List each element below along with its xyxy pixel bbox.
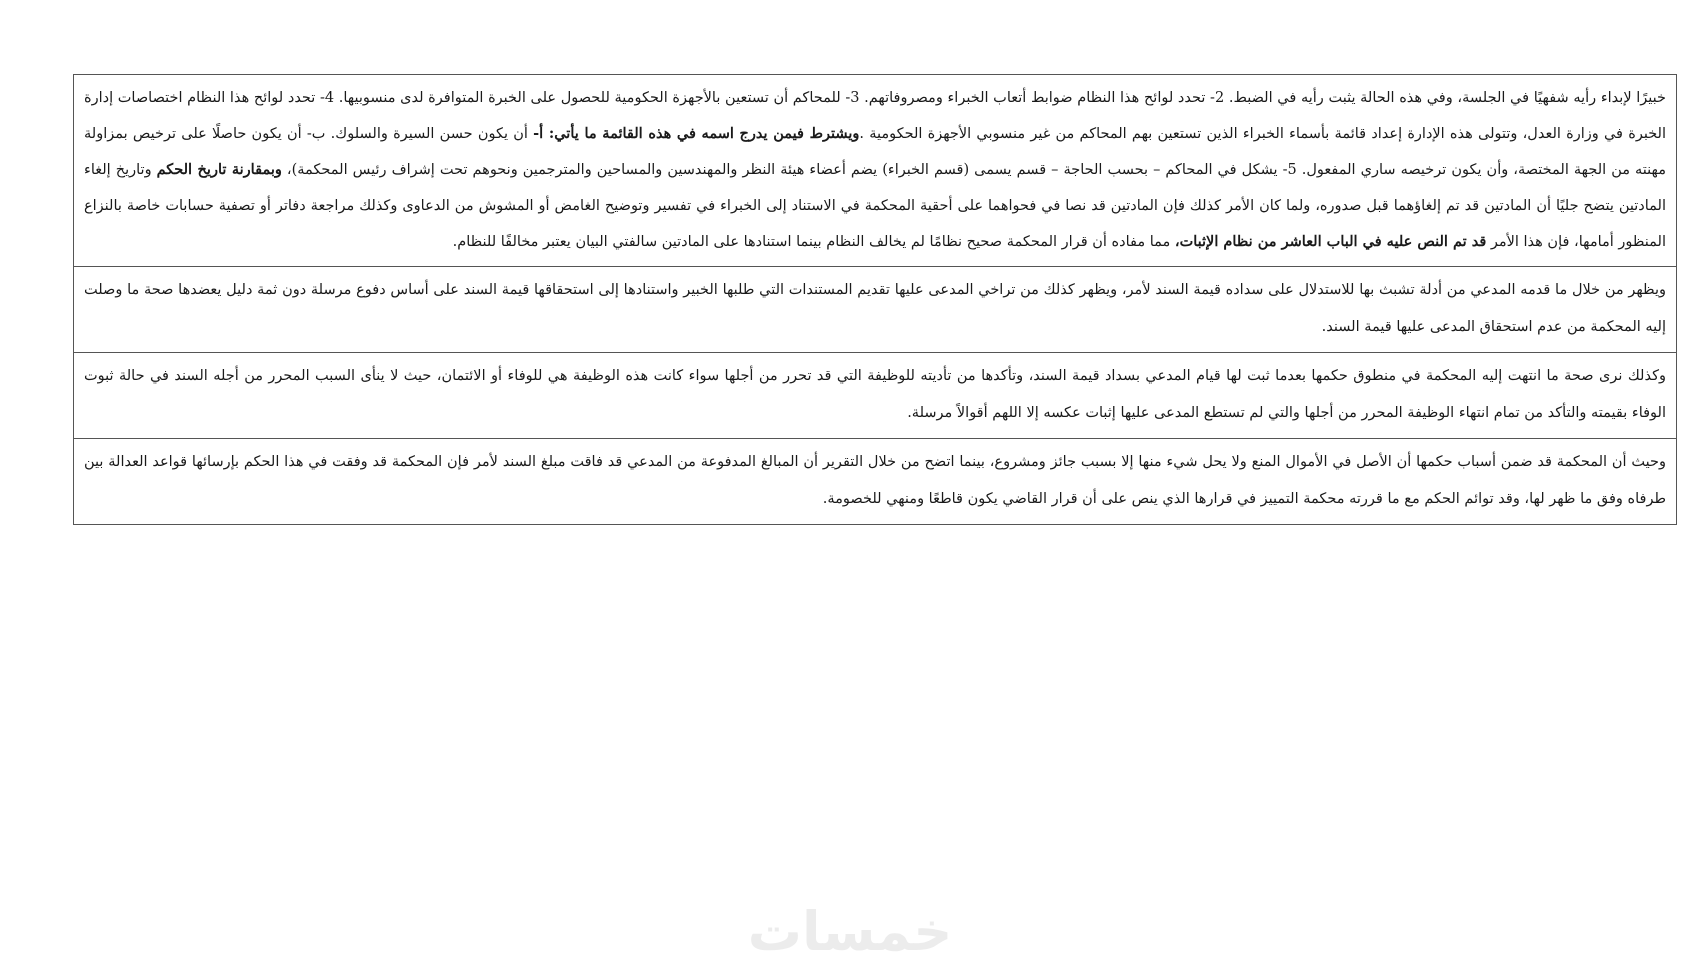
paragraph-text: خبيرًا لإبداء رأيه شفهيًا في الجلسة، وفي هذه الحالة يثبت رأيه في الضبط. 2- تحدد لوائح هذا النظام ضوابط أتعاب الخبراء ومصروفاتهم. 3- للمحاكم أن تستعين بالأجهزة الحكومية للحصول على الخبرة المتوافرة لدى منسوبيها. 4- تحدد لوائح هذا النظام اختصاصات إدارة الخبرة في وزارة العدل، وتتولى هذه الإدارة إعداد قائمة بأسماء الخبراء الذين تستعين بهم المحاكم من غير منسوبي الأجهزة الحكومية . — [84, 90, 1666, 142]
paragraph-text: أن يكون حسن السيرة والسلوك. ب- أن يكون حاصلًا على ترخيص بمزاولة مهنته من الجهة المختصة، وأن يكون ترخيصه ساري المفعول. 5- يشكل في المحاكم – بحسب الحاجة – قسم يسمى (قسم الخبراء) يضم أعضاء هيئة النظر والمهندسين والمساحين والمترجمين ونحوهم تحت إشراف رئيس المحكمة)، — [84, 126, 1667, 178]
table-row — [74, 75, 1677, 267]
paragraph-justice-conclusion: وحيث أن المحكمة قد ضمن أسباب حكمها أن الأصل في الأموال المنع ولا يحل شيء منها إلا بسبب جائز ومشروع، بينما اتضح من خلال التقرير أن المبالغ المدفوعة من المدعي قد فاقت مبلغ السند لأمر فإن المحكمة قد وفقت في هذا الحكم بإرسائها قواعد العدالة بين طرفاه وفق ما ظهر لها، وقد توائم الحكم مع ما قررته محكمة التمييز في قرارها الذي ينص على أن قرار القاضي يكون قاطعًا ومنهي للخصومة. — [74, 439, 1677, 525]
paragraph-experts-regulation — [74, 75, 1677, 267]
paragraph-plaintiff-evidence: ويظهر من خلال ما قدمه المدعي من أدلة تشبث بها للاستدلال على سداده قيمة السند لأمر، ويظهر كذلك من تراخي المدعى عليها تقديم المستندات التي طلبها الخبير واستنادها إلى استحقاقها قيمة السند على أساس دفوع مرسلة دون ثمة دليل يعضدها صحة ما وصلت إليه المحكمة من عدم استحقاق المدعى عليها قيمة السند. — [74, 267, 1677, 353]
document-table — [73, 74, 1677, 525]
paragraph-court-ruling: وكذلك نرى صحة ما انتهت إليه المحكمة في منطوق حكمها بعدما ثبت لها قيام المدعي بسداد قيمة السند، وتأكدها من تأديته للوظيفة التي قد تحرر من أجلها سواء كانت هذه الوظيفة هي للوفاء أو الائتمان، حيث لا ينأى السبب المحرر من أجله السند في حالة ثبوت الوفاء بقيمته والتأكد من تمام انتهاء الوظيفة المحرر من أجلها والتي لم تستطع المدعى عليها إثبات عكسه إلا اللهم أقوالاً مرسلة. — [74, 353, 1677, 439]
bold-phrase: وبمقارنة تاريخ الحكم — [156, 161, 282, 178]
paragraph-text: وتاريخ إلغاء المادتين يتضح جليًا أن المادتين قد تم إلغاؤهما قبل صدوره، ولما كان الأمر كذلك فإن المادتين قد نصا في فحواهما على أحقية المحكمة في الاستناد إلى الخبراء في تفسير وتوضيح الغامض أو المشوش من الدعاوى وكذلك مراجعة دفاتر أو تصفية حسابات خاصة بالنزاع المنظور أمامها، فإن هذا الأمر — [84, 162, 1666, 250]
bold-phrase: قد تم النص عليه في الباب العاشر من نظام الإثبات، — [1174, 233, 1487, 250]
paragraph-text: مما مفاده أن قرار المحكمة صحيح نظامًا لم يخالف النظام بينما استنادها على المادتين سالفتي البيان يعتبر مخالفًا للنظام. — [452, 234, 1175, 250]
table-row — [74, 439, 1677, 525]
table-row — [74, 353, 1677, 439]
table-row — [74, 267, 1677, 353]
site-watermark: خمسات — [747, 900, 953, 963]
bold-phrase: ويشترط فيمن يدرج اسمه في هذه القائمة ما يأتي: أ- — [533, 125, 860, 142]
